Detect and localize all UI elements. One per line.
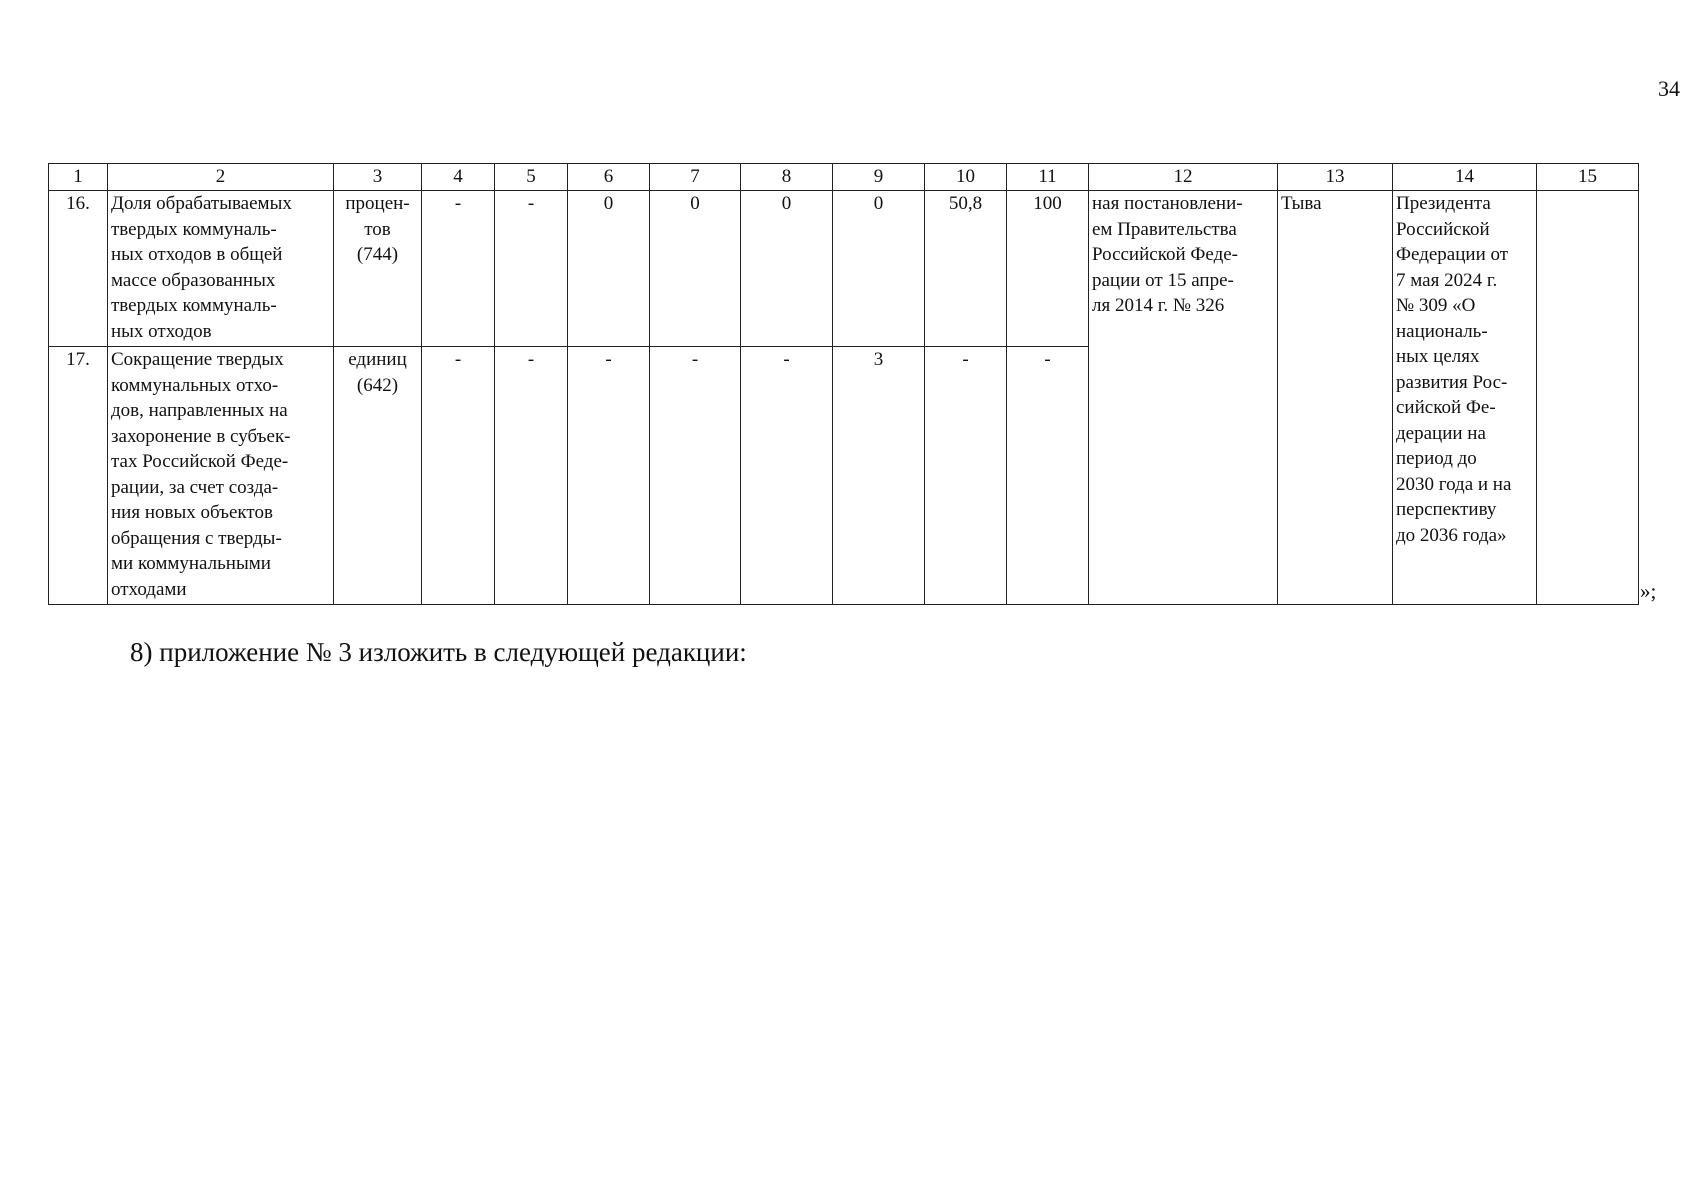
empty-cell (1537, 191, 1639, 605)
column-number: 1 (49, 164, 108, 191)
unit-cell: процен- тов (744) (334, 191, 422, 347)
indicator-name: Сокращение твердых коммунальных отхо- дов, направленных на захоронение в субъек- тах Российской Феде- рации, за счет созда- ния новых объектов обращения с тверды- ми коммунальными отходами (108, 347, 334, 605)
column-number: 10 (925, 164, 1007, 191)
column-number: 2 (108, 164, 334, 191)
value-cell: - (925, 347, 1007, 605)
column-number: 7 (650, 164, 741, 191)
column-number: 3 (334, 164, 422, 191)
row-number: 16. (49, 191, 108, 347)
table-header-row (49, 164, 1639, 191)
indicator-table (48, 163, 1639, 605)
closing-quote: »; (1640, 579, 1657, 603)
column-number: 14 (1393, 164, 1537, 191)
value-cell: 3 (833, 347, 925, 605)
value-cell: 0 (833, 191, 925, 347)
value-cell: 0 (650, 191, 741, 347)
value-cell: 0 (741, 191, 833, 347)
legal-basis-cell: ная постановлени- ем Правительства Российской Феде- рации от 15 апре- ля 2014 г. № 326 (1089, 191, 1278, 605)
value-cell: - (650, 347, 741, 605)
column-number: 12 (1089, 164, 1278, 191)
value-cell: 50,8 (925, 191, 1007, 347)
column-number: 6 (568, 164, 650, 191)
value-cell: - (422, 191, 495, 347)
indicator-table-wrap (48, 163, 1639, 605)
region-cell: Тыва (1278, 191, 1393, 605)
column-number: 4 (422, 164, 495, 191)
value-cell: - (741, 347, 833, 605)
amendment-paragraph: 8) приложение № 3 изложить в следующей редакции: (130, 637, 747, 667)
column-number: 11 (1007, 164, 1089, 191)
value-cell: - (495, 347, 568, 605)
column-number: 9 (833, 164, 925, 191)
value-cell: 100 (1007, 191, 1089, 347)
column-number: 5 (495, 164, 568, 191)
national-goal-cell: Президента Российской Федерации от 7 мая 2024 г. № 309 «О националь- ных целях развития Рос- сийской Фе- дерации на период до 2030 года и на перспективу до 2036 года» (1393, 191, 1537, 605)
value-cell: - (1007, 347, 1089, 605)
unit-cell: единиц (642) (334, 347, 422, 605)
column-number: 8 (741, 164, 833, 191)
column-number: 15 (1537, 164, 1639, 191)
value-cell: - (568, 347, 650, 605)
column-number: 13 (1278, 164, 1393, 191)
indicator-name: Доля обрабатываемых твердых коммуналь- ных отходов в общей массе образованных твердых коммуналь- ных отходов (108, 191, 334, 347)
value-cell: 0 (568, 191, 650, 347)
value-cell: - (422, 347, 495, 605)
value-cell: - (495, 191, 568, 347)
table-row (49, 191, 1639, 347)
page-number: 34 (1658, 76, 1680, 101)
row-number: 17. (49, 347, 108, 605)
